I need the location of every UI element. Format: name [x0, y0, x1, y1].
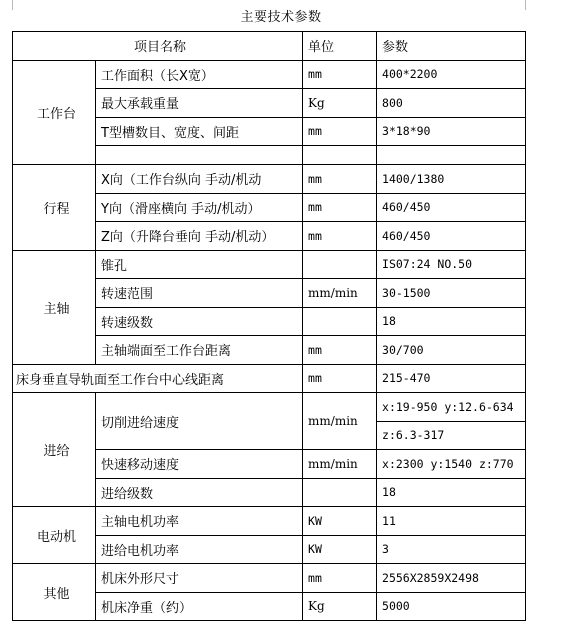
- row-value: 30/700: [377, 336, 526, 365]
- row-unit: KW: [303, 507, 377, 536]
- row-name: Y向（滑座横向 手动/机动）: [96, 193, 303, 222]
- row-value: z:6.3-317: [377, 421, 526, 450]
- row-name: 进给电机功率: [96, 535, 303, 564]
- row-unit: mm: [303, 165, 377, 194]
- row-value: IS07:24 NO.50: [377, 250, 526, 279]
- row-value-empty: [377, 146, 526, 165]
- row-unit: [303, 307, 377, 336]
- row-unit: Kg: [303, 89, 377, 118]
- row-value: 3*18*90: [377, 117, 526, 146]
- header-unit: 单位: [303, 32, 377, 61]
- row-value: 460/450: [377, 193, 526, 222]
- row-name-wide: 床身垂直导轨面至工作台中心线距离: [13, 364, 303, 393]
- row-name: 切削进给速度: [96, 393, 303, 450]
- row-value: 3: [377, 535, 526, 564]
- row-name: Z向（升降台垂向 手动/机动）: [96, 222, 303, 251]
- category-other: 其他: [13, 564, 96, 621]
- row-name: 锥孔: [96, 250, 303, 279]
- table-row: [13, 393, 526, 422]
- row-name: 转速级数: [96, 307, 303, 336]
- row-name: 转速范围: [96, 279, 303, 308]
- row-value: 400*2200: [377, 60, 526, 89]
- row-unit: KW: [303, 535, 377, 564]
- spec-table: [12, 31, 526, 621]
- table-header-row: [13, 32, 526, 61]
- row-name-empty: [96, 146, 303, 165]
- table-row: [13, 507, 526, 536]
- row-name: 主轴端面至工作台距离: [96, 336, 303, 365]
- row-name: 机床净重（约）: [96, 592, 303, 621]
- row-value: 800: [377, 89, 526, 118]
- row-unit: mm: [303, 222, 377, 251]
- row-unit: mm/min: [303, 279, 377, 308]
- row-value: x:2300 y:1540 z:770: [377, 450, 526, 479]
- row-name: X向（工作台纵向 手动/机动: [96, 165, 303, 194]
- row-unit-empty: [303, 146, 377, 165]
- category-worktable: 工作台: [13, 60, 96, 165]
- header-item-name: 项目名称: [13, 32, 303, 61]
- row-value: 1400/1380: [377, 165, 526, 194]
- row-unit: mm/min: [303, 450, 377, 479]
- category-motor: 电动机: [13, 507, 96, 564]
- row-value: 5000: [377, 592, 526, 621]
- row-unit: [303, 478, 377, 507]
- row-unit: [303, 250, 377, 279]
- row-value: 18: [377, 478, 526, 507]
- row-unit: mm: [303, 60, 377, 89]
- category-feed: 进给: [13, 393, 96, 507]
- row-unit: mm: [303, 193, 377, 222]
- header-param: 参数: [377, 32, 526, 61]
- category-spindle: 主轴: [13, 250, 96, 364]
- document-title: 主要技术参数: [240, 10, 322, 25]
- table-row: [13, 364, 526, 393]
- table-row: [13, 564, 526, 593]
- category-travel: 行程: [13, 165, 96, 251]
- row-name: 最大承载重量: [96, 89, 303, 118]
- row-unit: mm/min: [303, 393, 377, 450]
- row-value: 215-470: [377, 364, 526, 393]
- row-value: 460/450: [377, 222, 526, 251]
- table-row: [13, 165, 526, 194]
- row-name: 主轴电机功率: [96, 507, 303, 536]
- table-row: [13, 60, 526, 89]
- row-name: T型槽数目、宽度、间距: [96, 117, 303, 146]
- row-unit: mm: [303, 336, 377, 365]
- table-row: [13, 250, 526, 279]
- row-unit: Kg: [303, 592, 377, 621]
- row-name: 工作面积（长X宽）: [96, 60, 303, 89]
- row-value: 2556X2859X2498: [377, 564, 526, 593]
- row-name: 快速移动速度: [96, 450, 303, 479]
- row-name: 机床外形尺寸: [96, 564, 303, 593]
- row-value: 30-1500: [377, 279, 526, 308]
- row-name: 进给级数: [96, 478, 303, 507]
- row-unit: mm: [303, 364, 377, 393]
- row-value: 18: [377, 307, 526, 336]
- row-value: x:19-950 y:12.6-634: [377, 393, 526, 422]
- row-unit: mm: [303, 117, 377, 146]
- row-value: 11: [377, 507, 526, 536]
- row-unit: mm: [303, 564, 377, 593]
